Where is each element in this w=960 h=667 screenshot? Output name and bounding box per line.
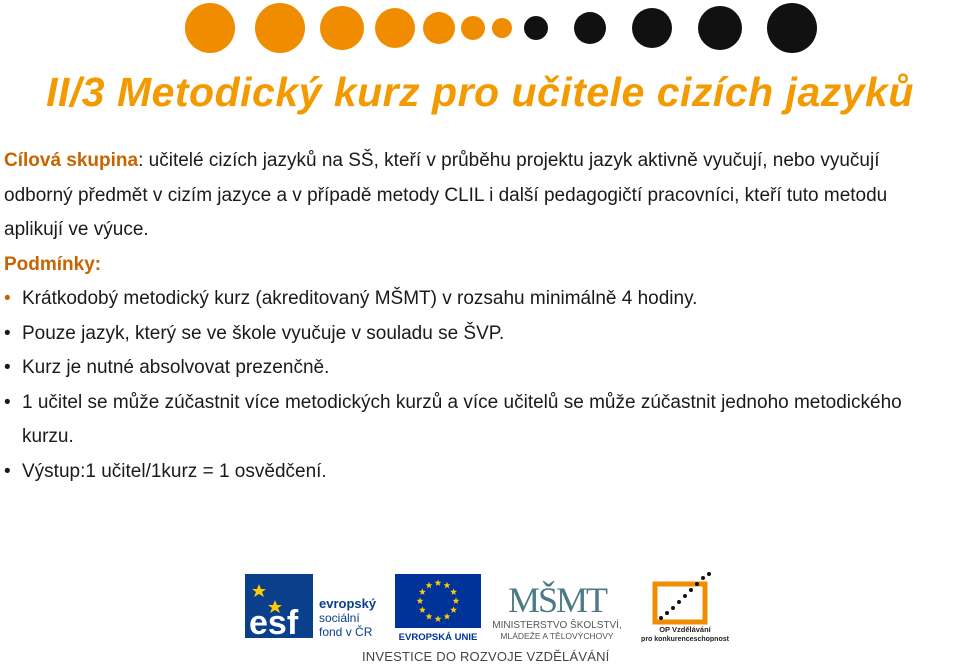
- footer-tagline: INVESTICE DO ROZVOJE VZDĚLÁVÁNÍ: [362, 649, 610, 664]
- decorative-dot: [375, 8, 415, 48]
- decorative-dot: [698, 6, 742, 50]
- op-line-2: pro konkurenceschopnost: [641, 636, 729, 642]
- msmt-line-1: MINISTERSTVO ŠKOLSTVÍ,: [492, 620, 622, 631]
- esf-mark: esf: [249, 604, 299, 642]
- list-item: • Kurz je nutné absolvovat prezenčně.: [4, 351, 949, 386]
- target-group-paragraph: [4, 144, 949, 248]
- list-item: • Krátkodobý metodický kurz (akreditovaný MŠMT) v rozsahu minimálně 4 hodiny.: [4, 282, 949, 317]
- target-group-text: : učitelé cizích jazyků na SŠ, kteří v průběhu projektu jazyk aktivně vyučují, nebo vyučují odborný předmět v cizím jazyce a v případě metody CLIL i další pedagogičtí pracovníci, kteří tuto metodu aplikují ve výuce.: [4, 150, 888, 240]
- esf-text-1: evropský: [319, 596, 377, 611]
- msmt-logo: [487, 570, 627, 642]
- list-item: • Pouze jazyk, který se ve škole vyučuje v souladu se ŠVP.: [4, 317, 949, 352]
- decorative-dot: [492, 18, 512, 38]
- target-group-label: Cílová skupina: [4, 150, 139, 171]
- decorative-dot: [574, 12, 606, 44]
- decorative-dot: [423, 12, 455, 44]
- decorative-dot: [524, 16, 548, 40]
- msmt-mark: MŠMT: [507, 580, 607, 620]
- decorative-dot: [185, 3, 235, 53]
- decorative-dot: [320, 6, 364, 50]
- msmt-line-2: MLÁDEŽE A TĚLOVÝCHOVY: [500, 631, 614, 641]
- eu-label: EVROPSKÁ UNIE: [398, 632, 478, 642]
- op-logo: [635, 570, 735, 642]
- decorative-dot: [461, 16, 485, 40]
- slide-body: [4, 144, 949, 489]
- list-item: • 1 učitel se může zúčastnit více metodických kurzů a více učitelů se může zúčastnit jednoho metodického kurzu.: [4, 386, 949, 455]
- decorative-dot: [767, 3, 817, 53]
- esf-text-2: sociální: [319, 611, 360, 625]
- decorative-dot: [632, 8, 672, 48]
- list-item: • Výstup:1 učitel/1kurz = 1 osvědčení.: [4, 455, 949, 490]
- esf-logo: [245, 570, 390, 642]
- op-line-1: OP Vzdělávání: [659, 625, 711, 634]
- esf-text-3: fond v ČR: [319, 625, 373, 639]
- eu-flag-logo: [395, 570, 481, 642]
- decorative-dot-row: [0, 0, 960, 60]
- decorative-dot: [255, 3, 305, 53]
- conditions-heading: Podmínky:: [4, 253, 102, 275]
- conditions-list: [4, 282, 949, 489]
- slide-title: II/3 Metodický kurz pro učitele cizích jazyků: [46, 69, 914, 115]
- funding-logos: [245, 570, 735, 646]
